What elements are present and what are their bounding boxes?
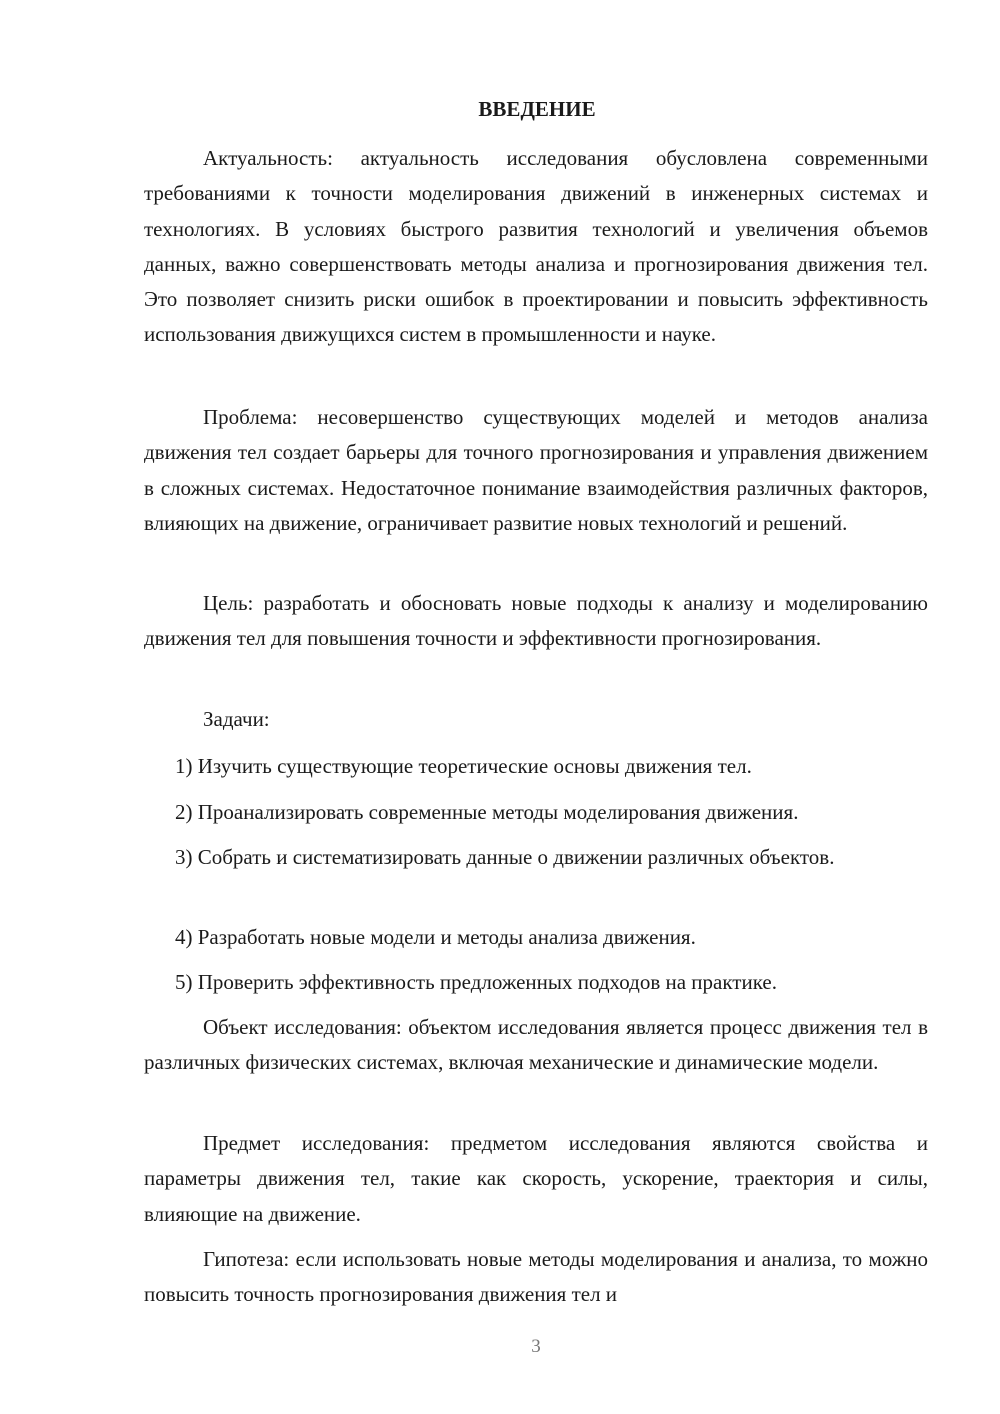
list-item-task-2: 2) Проанализировать современные методы моделирования движения. — [175, 800, 799, 824]
list-item-task-4: 4) Разработать новые модели и методы анализа движения. — [175, 925, 696, 949]
paragraph-relevance: Актуальность: актуальность исследования обусловлена современными требованиями к точности моделирования движений в инженерных системах и технологиях. В условиях быстрого развития технологий и увеличения объемов данных, важно совершенствовать методы анализа и прогнозирования движения тел. Это позволяет снизить риски ошибок в проектировании и повысить эффективность использования движущихся систем в промышленности и науке. — [144, 146, 928, 347]
section-title: ВВЕДЕНИЕ — [478, 97, 596, 121]
list-item-task-3: 3) Собрать и систематизировать данные о движении различных объектов. — [175, 845, 835, 869]
paragraph-goal: Цель: разработать и обосновать новые подходы к анализу и моделированию движения тел для повышения точности и эффективности прогнозирования. — [144, 591, 928, 651]
page-number: 3 — [531, 1336, 541, 1357]
paragraph-tasks-heading: Задачи: — [203, 707, 270, 731]
paragraph-hypothesis: Гипотеза: если использовать новые методы моделирования и анализа, то можно повысить точность прогнозирования движения тел и — [144, 1247, 928, 1307]
list-item-task-5: 5) Проверить эффективность предложенных подходов на практике. — [175, 970, 777, 994]
list-item-task-1: 1) Изучить существующие теоретические основы движения тел. — [175, 754, 752, 778]
paragraph-object: Объект исследования: объектом исследования является процесс движения тел в различных физических системах, включая механические и динамические модели. — [144, 1015, 928, 1075]
paragraph-problem: Проблема: несовершенство существующих моделей и методов анализа движения тел создает барьеры для точного прогнозирования и управления движением в сложных системах. Недостаточное понимание взаимодействия различных факторов, влияющих на движение, ограничивает развитие новых технологий и решений. — [144, 405, 928, 535]
paragraph-subject: Предмет исследования: предметом исследования являются свойства и параметры движения тел, такие как скорость, ускорение, траектория и силы, влияющие на движение. — [144, 1131, 928, 1226]
